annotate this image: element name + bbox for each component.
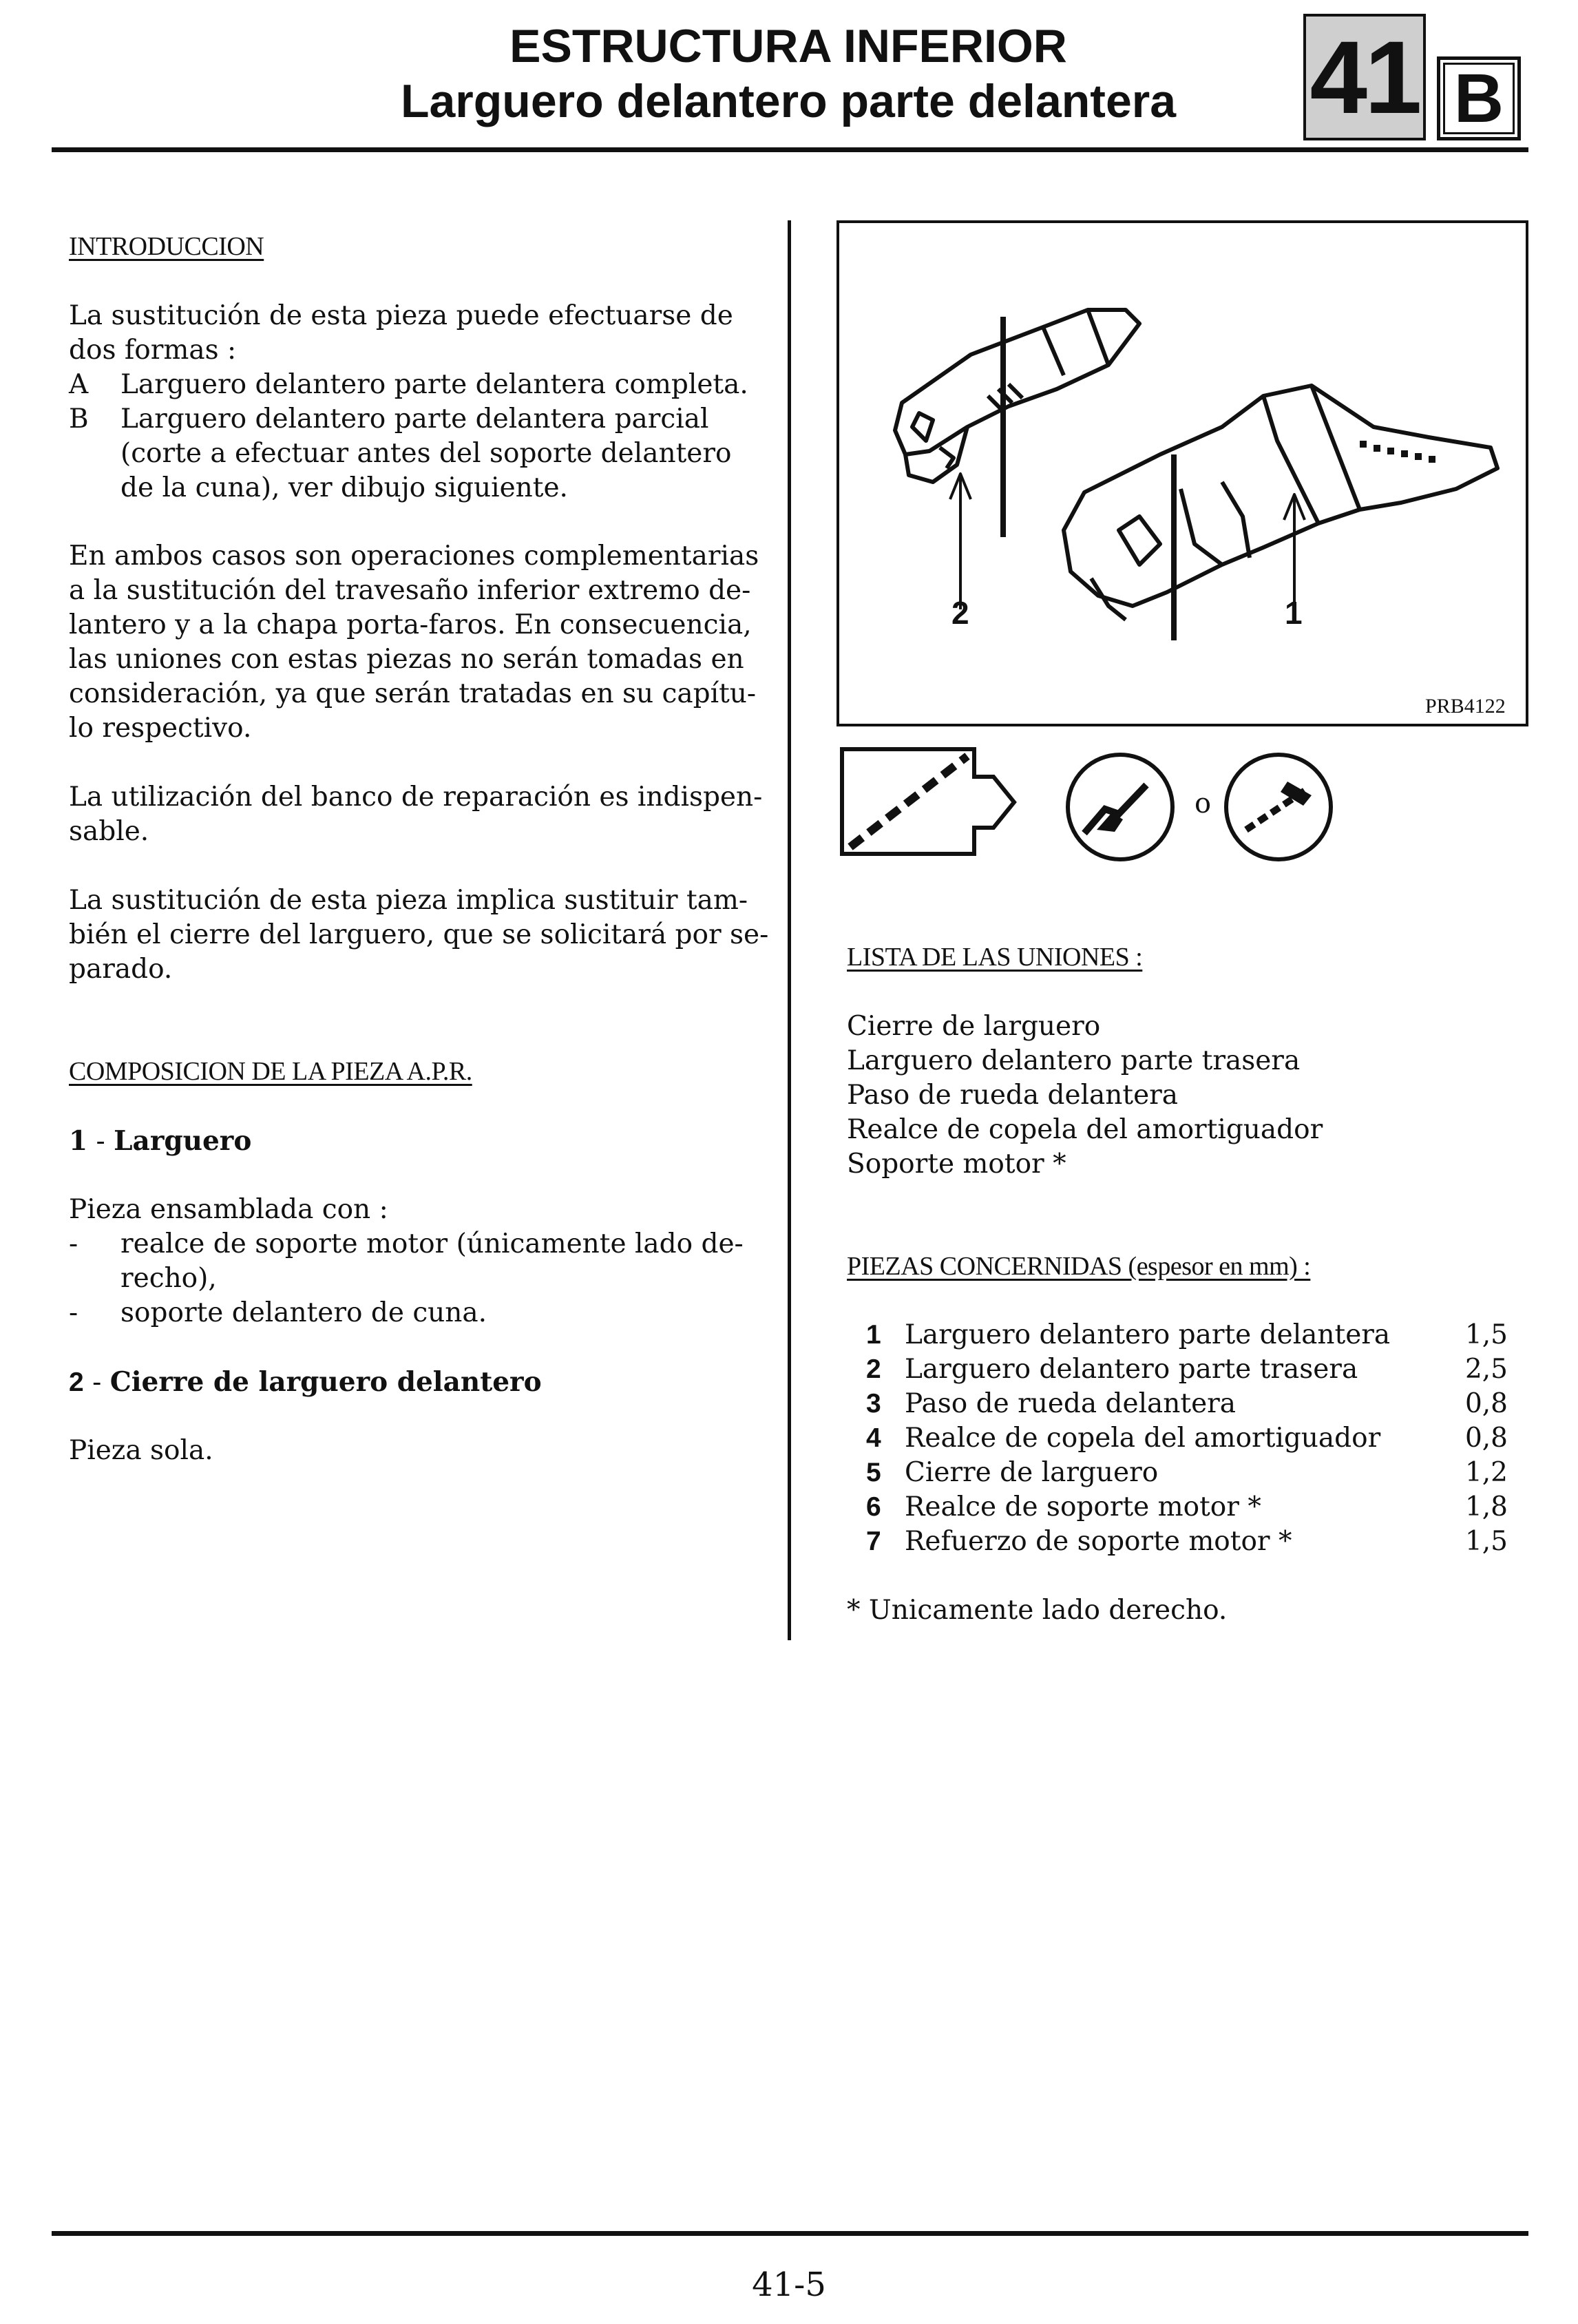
paragraph-line: La sustitución de esta pieza implica sustituir tam- <box>69 885 748 916</box>
union-item: Cierre de larguero <box>847 1011 1101 1042</box>
page-subtitle: Larguero delantero parte delantera <box>400 75 1177 127</box>
figure-reference: PRB4122 <box>1425 695 1506 718</box>
part-number: 5 <box>866 1458 881 1487</box>
figure-label-1: 1 <box>1285 595 1303 631</box>
item-1-title <box>69 1124 251 1159</box>
option-b-line: Larguero delantero parte delantera parcial <box>120 404 709 435</box>
paragraph-line: lo respectivo. <box>69 713 252 744</box>
chapter-number-box: 41 <box>1303 14 1426 140</box>
paragraph-line: consideración, ya que serán tratadas en su capítu- <box>69 678 757 709</box>
bullet-dash: - <box>69 1228 78 1259</box>
footer-rule <box>52 2231 1528 2236</box>
paragraph-line: sable. <box>69 816 149 847</box>
item-title: Larguero <box>114 1125 252 1157</box>
page-title: ESTRUCTURA INFERIOR <box>509 20 1067 72</box>
paragraph-line: a la sustitución del travesaño inferior extremo de- <box>69 575 751 606</box>
part-number: 1 <box>866 1320 881 1350</box>
part-description: Realce de copela del amortiguador <box>905 1423 1381 1454</box>
option-a-text: Larguero delantero parte delantera completa. <box>120 369 748 400</box>
footnote: * Unicamente lado derecho. <box>847 1595 1228 1626</box>
union-item: Realce de copela del amortiguador <box>847 1114 1323 1145</box>
figure-label-2: 2 <box>951 595 969 631</box>
item-2-text: Pieza sola. <box>69 1435 213 1466</box>
option-b-line: de la cuna), ver dibujo siguiente. <box>120 472 568 503</box>
parts-row <box>847 1525 1508 1559</box>
parts-row <box>847 1490 1508 1525</box>
paragraph-line: parado. <box>69 954 173 985</box>
grinder-cut-icon <box>1222 751 1336 864</box>
chapter-letter: B <box>1453 60 1504 137</box>
part-number: 4 <box>866 1423 881 1453</box>
item-2-title <box>69 1365 542 1400</box>
item-1-intro: Pieza ensamblada con : <box>69 1194 388 1225</box>
intro-line: La sustitución de esta pieza puede efectuarse de <box>69 300 733 331</box>
part-thickness: 2,5 <box>1464 1354 1508 1385</box>
composition-heading: COMPOSICION DE LA PIEZA A.P.R. <box>69 1057 472 1086</box>
part-description: Larguero delantero parte delantera <box>905 1319 1391 1350</box>
column-divider <box>788 220 791 1640</box>
parts-row <box>847 1318 1508 1352</box>
part-thickness: 1,2 <box>1464 1457 1508 1488</box>
header-rule <box>52 147 1528 152</box>
part-thickness: 0,8 <box>1464 1423 1508 1454</box>
option-b-line: (corte a efectuar antes del soporte delantero <box>120 438 732 469</box>
union-item: Soporte motor * <box>847 1149 1066 1180</box>
paragraph-line: lantero y a la chapa porta-faros. En consecuencia, <box>69 609 752 640</box>
parts-heading: PIEZAS CONCERNIDAS (espesor en mm) : <box>847 1252 1311 1281</box>
option-b-label: B <box>69 404 89 435</box>
part-description: Cierre de larguero <box>905 1457 1159 1488</box>
union-item: Paso de rueda delantera <box>847 1080 1179 1111</box>
parts-row <box>847 1421 1508 1456</box>
bullet-dash: - <box>69 1297 78 1328</box>
part-description: Paso de rueda delantera <box>905 1388 1237 1419</box>
item-separator: - <box>83 1367 110 1398</box>
part-thickness: 1,8 <box>1464 1491 1508 1522</box>
saw-cut-icon <box>1064 751 1177 864</box>
page-number: 41-5 <box>752 2265 826 2304</box>
item-separator: - <box>87 1126 114 1157</box>
parts-row <box>847 1456 1508 1490</box>
bullet-line: soporte delantero de cuna. <box>120 1297 487 1328</box>
part-thickness: 1,5 <box>1464 1526 1508 1557</box>
part-thickness: 0,8 <box>1464 1388 1508 1419</box>
or-text: o <box>1195 788 1212 819</box>
part-description: Realce de soporte motor * <box>905 1491 1261 1522</box>
chapter-letter-box <box>1437 56 1521 140</box>
paragraph-line: La utilización del banco de reparación es indispen- <box>69 782 763 813</box>
option-a-label: A <box>69 369 89 400</box>
cut-tool-icon <box>837 744 1019 861</box>
part-thickness: 1,5 <box>1464 1319 1508 1350</box>
item-title: Cierre de larguero delantero <box>109 1366 542 1398</box>
part-description: Refuerzo de soporte motor * <box>905 1526 1292 1557</box>
unions-heading: LISTA DE LAS UNIONES : <box>847 943 1143 972</box>
item-number: 1 <box>69 1125 88 1157</box>
paragraph-line: bién el cierre del larguero, que se solicitará por se- <box>69 919 769 950</box>
part-number: 2 <box>866 1354 881 1384</box>
parts-row <box>847 1387 1508 1421</box>
part-description: Larguero delantero parte trasera <box>905 1354 1358 1385</box>
part-number: 6 <box>866 1492 881 1522</box>
item-number: 2 <box>69 1368 84 1397</box>
bullet-line: recho), <box>120 1263 217 1294</box>
part-number: 3 <box>866 1389 881 1419</box>
intro-heading: INTRODUCCION <box>69 232 264 261</box>
longeron-illustration <box>837 220 1528 726</box>
intro-line: dos formas : <box>69 335 237 366</box>
paragraph-line: las uniones con estas piezas no serán tomadas en <box>69 644 744 675</box>
parts-row <box>847 1352 1508 1387</box>
bullet-line: realce de soporte motor (únicamente lado de- <box>120 1228 744 1259</box>
union-item: Larguero delantero parte trasera <box>847 1045 1301 1076</box>
paragraph-line: En ambos casos son operaciones complementarias <box>69 541 759 572</box>
part-number: 7 <box>866 1527 881 1556</box>
